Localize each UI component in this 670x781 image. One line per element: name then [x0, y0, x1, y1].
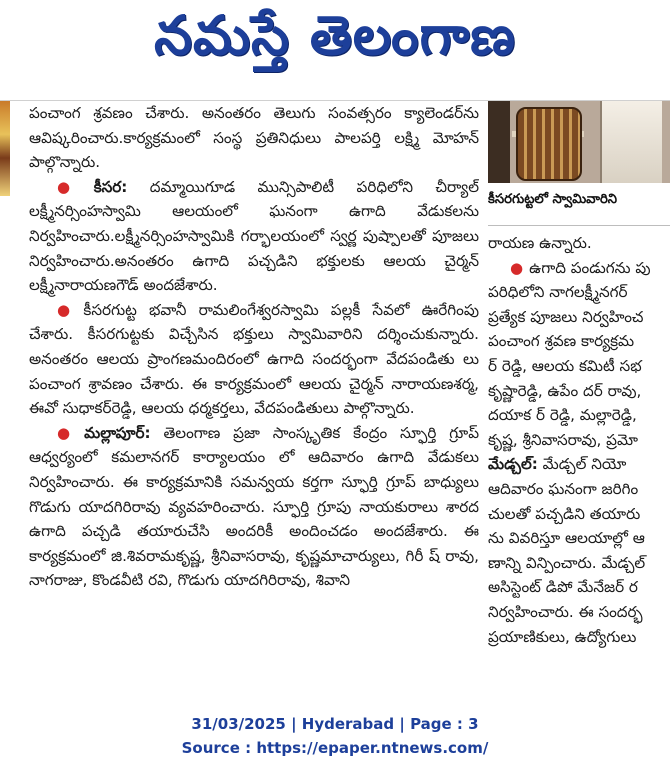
text-line-content: ఉగాది పండుగను పు	[529, 258, 651, 277]
text-line	[488, 452, 670, 477]
mallapur-paragraph	[29, 421, 479, 593]
place-keyword: మేడ్చల్:	[488, 455, 538, 474]
text-line: దయాక ర్ రెడ్డి, మల్లారెడ్డి,	[488, 406, 637, 425]
text-line: ర్ రెడ్డి, ఆలయ కమిటీ సభ	[488, 356, 642, 375]
place-keyword: కీసర:	[93, 177, 128, 196]
right-article-column	[488, 101, 670, 704]
text-line: ప్రత్యేక పూజలు నిర్వహించ	[488, 307, 644, 326]
text-line: కృష్ణారెడ్డి, ఉపేం దర్ రావు,	[488, 381, 642, 400]
photo-background	[488, 101, 510, 183]
text-line: ణాన్ని విన్పించారు. మేడ్చల్	[488, 553, 646, 572]
source-line: Source : https://epaper.ntnews.com/	[181, 739, 489, 757]
bullet-icon: ●	[57, 177, 88, 196]
drum-image	[516, 107, 582, 181]
text-line	[488, 256, 670, 281]
person-image	[600, 101, 662, 183]
paragraph-text: తెలంగాణ ప్రజా సాంస్కృతిక కేంద్రం స్ఫూర్తి గ్రూప్ ఆధ్వర్యంలో కమలానగర్ కార్యాలయం లో ఆదివారం ఉగాది వేడుకలు నిర్వహించారు. ఈ కార్యక్రమానికి సమన్వయ కర్తగా స్ఫూర్తి గ్రూప్ బాధ్యులు గొడుగు యాదగిరిరావు వ్యవహరించారు. స్ఫూర్తి గ్రూపు నాయకురాలు శారద ఉగాది పచ్చడి తయారుచేసి అందరికీ అందించడం అందజేశారు. ఈ కార్యక్రమంలో జి.శివరామకృష్ణ, శ్రీనివాసరావు, కృష్ణమాచార్యులు, గిరీ ష్ రావు, నాగరాజు, కొండవీటి రవి, గొడుగు యాదగిరిరావు, శివాని	[29, 423, 479, 590]
text-line: ను వివరిస్తూ ఆలయాల్లో ఆ	[488, 529, 645, 548]
newspaper-title: నమస్తే తెలంగాణ	[154, 3, 516, 67]
left-adjacent-column	[0, 101, 10, 704]
text-line: చులతో పచ్చడిని తయారు	[488, 504, 641, 523]
text-line: అసిస్టెంట్ డిపో మేనేజర్ ర	[488, 578, 638, 597]
paragraph-text: దమ్మాయిగూడ మున్సిపాలిటీ పరిధిలోని చీర్యాల్ లక్ష్మీనర్సింహస్వామి ఆలయంలో ఘనంగా ఉగాది వేడుకలను నిర్వహించారు.లక్ష్మీనర్సింహస్వామికి గర్భాలయంలో స్వర్ణ పుష్పాలతో పూజలు నిర్వహించారు.అనంతరం ఉగాది పచ్చడిని భక్తులకు ఆలయ చైర్మన్ లక్ష్మీనారాయణగౌడ్ అందజేశారు.	[29, 177, 479, 295]
text-line: కృష్ణ, శ్రీనివాసరావు, ప్రమో	[488, 430, 638, 449]
intro-paragraph: పంచాంగ శ్రవణం చేశారు. అనంతరం తెలుగు సంవత్సరం క్యాలెండర్‌ను ఆవిష్కరించారు.కార్యక్రమంలో సంస్థ ప్రతినిధులు పాలపర్తి లక్ష్మి మోహన్ పాల్గొన్నారు.	[29, 104, 479, 172]
article-clip	[0, 100, 670, 704]
bullet-icon: ●	[57, 300, 78, 319]
bullet-icon: ●	[57, 423, 79, 442]
adjacent-photo-fragment	[0, 101, 10, 196]
photo-caption: కీసరగుట్టలో స్వామివారిని	[488, 185, 670, 226]
paragraph-text: కీసరగుట్ట భవానీ రామలింగేశ్వరస్వామి పల్లకీ సేవలో ఊరేగింపు చేశారు. కీసరగుట్టకు విచ్చేసిన భక్తులు స్వామివారిని దర్శించుకున్నారు. అనంతరం ఆలయ ప్రాంగణమందిరంలో ఉగాది సందర్భంగా వేదపండితు లు పంచాంగ శ్రావణం చేశారు. ఈ కార్యక్రమంలో ఆలయ చైర్మన్ నారాయణశర్మ, ఈవో సుధాకర్‌రెడ్డి, ఆలయ ధర్మకర్తలు, వేదపండితులు పాల్గొన్నారు.	[29, 300, 479, 418]
text-line: పరిధిలోని నాగలక్ష్మీనగర్	[488, 283, 628, 302]
text-line-content: మేడ్చల్ నియో	[537, 455, 627, 474]
date-edition-line: 31/03/2025 | Hyderabad | Page : 3	[191, 715, 479, 733]
text-line: ఆదివారం ఘనంగా జరిగిం	[488, 479, 639, 498]
text-line: పంచాంగ శ్రవణ కార్యక్రమ	[488, 332, 635, 351]
text-line: ప్రయాణికులు, ఉద్యోగులు	[488, 627, 637, 646]
keesaragutta-paragraph	[29, 298, 479, 421]
place-keyword: మల్లాపూర్:	[84, 423, 151, 442]
text-line: నిర్వహించారు. ఈ సందర్భ	[488, 602, 643, 621]
page-footer	[0, 712, 670, 760]
text-line: రాయణ ఉన్నారు.	[488, 234, 592, 252]
news-photo	[488, 101, 670, 183]
bullet-icon: ●	[510, 258, 524, 277]
main-article-column	[29, 101, 479, 704]
masthead	[0, 0, 670, 84]
right-text-block	[488, 231, 670, 649]
keesara-paragraph	[29, 175, 479, 298]
